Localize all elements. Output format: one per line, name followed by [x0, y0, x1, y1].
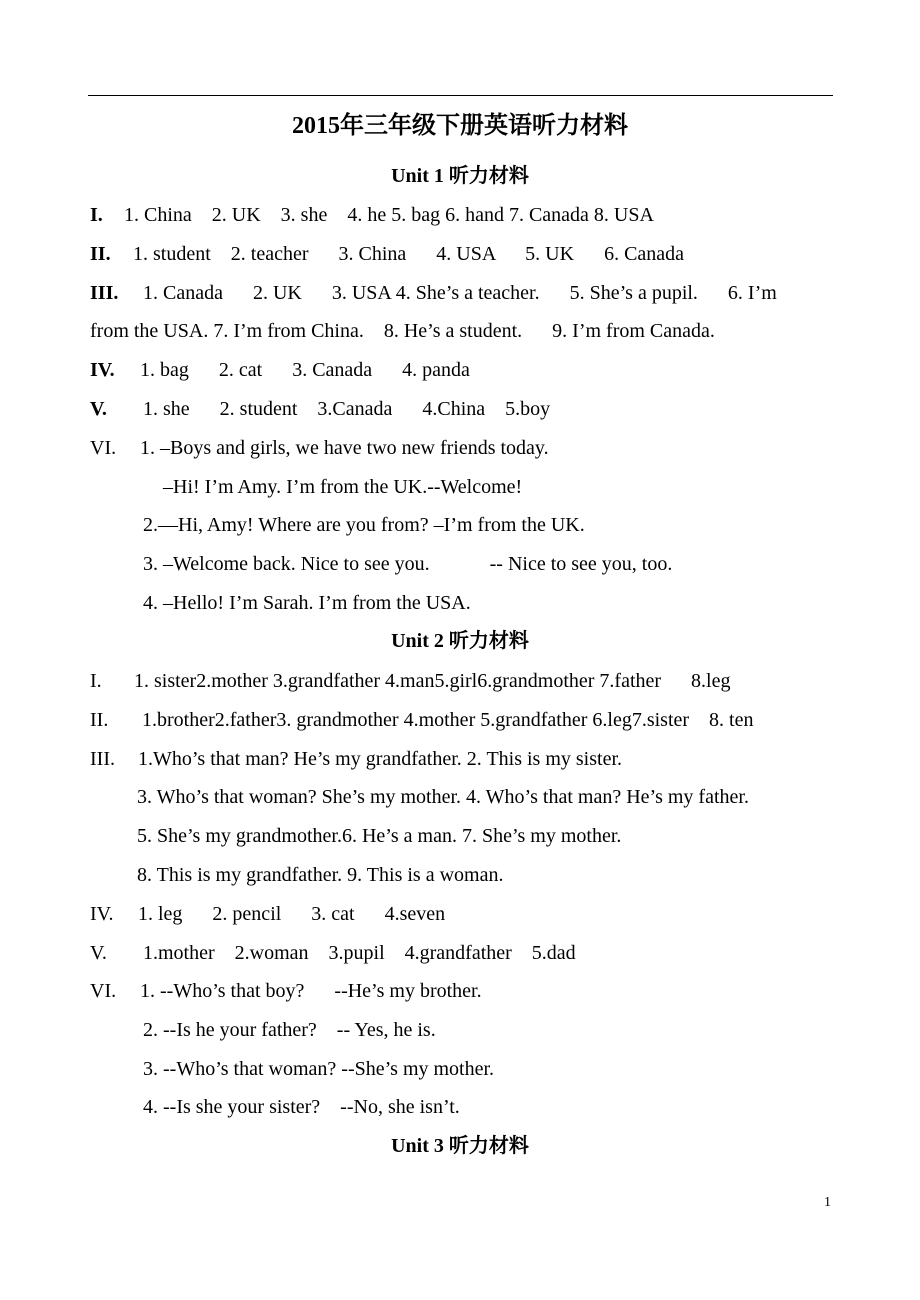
section-number: III. [90, 748, 115, 770]
section-number: IV. [90, 359, 115, 381]
unit1-section-II [90, 240, 684, 268]
unit1-section-I [90, 201, 654, 229]
dialogue-line: 2.—Hi, Amy! Where are you from? –I’m from the UK. [143, 514, 585, 536]
unit2-section-IV [90, 900, 445, 928]
section-number: V. [90, 942, 107, 964]
unit1-section-III-cont: from the USA. 7. I’m from China. 8. He’s a student. 9. I’m from Canada. [90, 320, 715, 342]
section-number: II. [90, 243, 111, 265]
section-number: III. [90, 282, 119, 304]
section-text: 1. Canada 2. UK 3. USA 4. She’s a teacher. 5. She’s a pupil. 6. I’m [143, 282, 777, 304]
section-text: 1.Who’s that man? He’s my grandfather. 2. This is my sister. [138, 748, 623, 770]
unit2-section-II [90, 706, 753, 734]
unit2-section-VI [90, 977, 482, 1005]
unit1-section-V [90, 395, 550, 423]
unit2-section-III [90, 745, 622, 773]
section-number: VI. [90, 437, 117, 459]
dialogue-line: 3. –Welcome back. Nice to see you. -- Nice to see you, too. [143, 553, 673, 575]
unit1-section-III [90, 279, 777, 307]
section-text: 8. This is my grandfather. 9. This is a woman. [137, 864, 504, 886]
dialogue-line: 3. --Who’s that woman? --She’s my mother. [143, 1058, 495, 1080]
dialogue-line: 1. --Who’s that boy? --He’s my brother. [140, 980, 482, 1002]
unit2-heading: Unit 2 听力材料 [391, 630, 529, 652]
section-number: I. [90, 670, 102, 692]
document-title: 2015年三年级下册英语听力材料 [292, 113, 628, 139]
unit1-section-VI [90, 434, 549, 462]
dialogue-line: –Hi! I’m Amy. I’m from the UK.--Welcome! [163, 476, 523, 498]
section-number: I. [90, 204, 103, 226]
header-rule [88, 95, 833, 96]
section-text: 1. China 2. UK 3. she 4. he 5. bag 6. hand 7. Canada 8. USA [124, 204, 654, 226]
section-text: 1. student 2. teacher 3. China 4. USA 5. UK 6. Canada [133, 243, 685, 265]
section-text: 5. She’s my grandmother.6. He’s a man. 7. She’s my mother. [137, 825, 622, 847]
section-text: 1. leg 2. pencil 3. cat 4.seven [138, 903, 446, 925]
section-number: IV. [90, 903, 114, 925]
section-text: 1.mother 2.woman 3.pupil 4.grandfather 5.dad [143, 942, 576, 964]
page-number: 1 [824, 1195, 831, 1210]
dialogue-line: 4. –Hello! I’m Sarah. I’m from the USA. [143, 592, 471, 614]
dialogue-line: 2. --Is he your father? -- Yes, he is. [143, 1019, 436, 1041]
unit1-section-IV [90, 356, 470, 384]
section-number: V. [90, 398, 107, 420]
dialogue-line: 1. –Boys and girls, we have two new friends today. [140, 437, 549, 459]
section-number: II. [90, 709, 109, 731]
section-text: 1. bag 2. cat 3. Canada 4. panda [140, 359, 470, 381]
section-text: 3. Who’s that woman? She’s my mother. 4. Who’s that man? He’s my father. [137, 786, 749, 808]
unit2-section-V [90, 939, 576, 967]
section-number: VI. [90, 980, 117, 1002]
section-text: 1. she 2. student 3.Canada 4.China 5.boy [143, 398, 551, 420]
section-text: 1. sister2.mother 3.grandfather 4.man5.girl6.grandmother 7.father 8.leg [134, 670, 731, 692]
unit2-section-I [90, 667, 731, 695]
section-text: 1.brother2.father3. grandmother 4.mother 5.grandfather 6.leg7.sister 8. ten [142, 709, 754, 731]
unit1-heading: Unit 1 听力材料 [391, 165, 529, 187]
unit3-heading: Unit 3 听力材料 [391, 1135, 529, 1157]
dialogue-line: 4. --Is she your sister? --No, she isn’t. [143, 1096, 460, 1118]
